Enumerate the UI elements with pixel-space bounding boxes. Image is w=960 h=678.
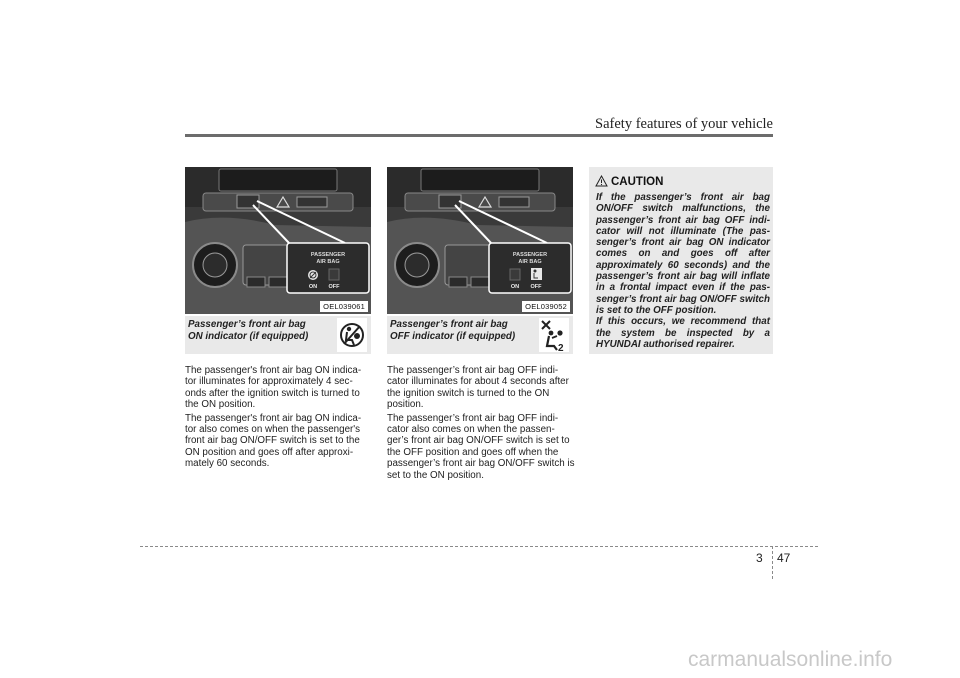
- left-column-text: [185, 365, 373, 472]
- caution-title: CAUTION: [611, 176, 664, 188]
- figure-airbag-on: [185, 167, 371, 314]
- caption-text: [390, 319, 515, 342]
- panel-label-line2: AIR BAG: [518, 259, 542, 265]
- caution-paragraph: If the passenger’s front air bag ON/OFF switch malfunctions, the passenger’s front air bag OFF indi- cator will not illuminate (The pas- senger’s front air bag ON indicator comes on and goes off after approximately 60 seconds) and the passenger’s front air bag will inflate in a frontal impact even if the pas- senger’s front air bag ON/OFF switch is set to the OFF position.: [596, 192, 770, 316]
- on-label: ON: [510, 284, 520, 290]
- paragraph: The passenger’s front air bag OFF indi- cator also comes on when the passen- ger’s front air bag ON/OFF switch is set to the OFF position and goes off when the passenger’s front air bag ON/OFF switch is set to the ON position.: [387, 412, 575, 481]
- footer-divider: [772, 546, 773, 579]
- off-label: OFF: [530, 284, 542, 290]
- figure-code: OEL039061: [320, 301, 368, 312]
- dashboard-illustration-off: [387, 167, 573, 314]
- airbag-off-indicator-icon: [539, 318, 569, 352]
- figure-airbag-off: [387, 167, 573, 314]
- header-rule: [185, 134, 773, 137]
- off-label: OFF: [328, 284, 340, 290]
- paragraph: The passenger's front air bag ON indica- tor illuminates for approximately 4 sec- onds after the ignition switch is turned to the ON position.: [185, 365, 362, 411]
- svg-text:2: 2: [558, 343, 564, 352]
- caption-airbag-off: [387, 316, 573, 354]
- middle-column-text: [387, 365, 575, 483]
- on-label: ON: [308, 284, 318, 290]
- panel-label-line1: PASSENGER: [310, 252, 346, 258]
- airbag-on-lamp-icon: [510, 269, 520, 280]
- caution-box: [589, 167, 773, 354]
- caution-body: [596, 192, 770, 350]
- footer-rule: [140, 546, 818, 547]
- warning-triangle-icon: [595, 175, 608, 187]
- caption-airbag-on: [185, 316, 371, 354]
- caution-heading: [595, 175, 663, 188]
- caution-paragraph: If this occurs, we recommend that the system be inspected by a HYUNDAI authorised repairer.: [596, 316, 770, 350]
- caption-text: [188, 319, 308, 342]
- caption-line2: ON indicator (if equipped): [188, 330, 309, 342]
- airbag-on-indicator-icon: [337, 318, 367, 352]
- airbag-off-lamp-icon: [329, 269, 339, 280]
- section-title: Safety features of your vehicle: [595, 116, 773, 132]
- page-number: 47: [777, 551, 791, 565]
- caption-line1: Passenger’s front air bag: [390, 319, 508, 330]
- caption-line1: Passenger’s front air bag: [188, 319, 306, 330]
- watermark: carmanualsonline.info: [688, 648, 893, 671]
- paragraph: The passenger's front air bag ON indica- tor also comes on when the passenger's front air bag ON/OFF switch is set to the ON position and goes off after approxi- mately 60 seconds.: [185, 412, 362, 470]
- caption-line2: OFF indicator (if equipped): [390, 330, 516, 342]
- dashboard-illustration-on: [185, 167, 371, 314]
- panel-label-line2: AIR BAG: [316, 259, 340, 265]
- paragraph: The passenger’s front air bag OFF indi- cator illuminates for about 4 seconds after the ignition switch is turned to the ON position.: [387, 365, 569, 411]
- page-chapter: 3: [756, 551, 763, 565]
- figure-code: OEL039052: [522, 301, 570, 312]
- panel-label-line1: PASSENGER: [512, 252, 548, 258]
